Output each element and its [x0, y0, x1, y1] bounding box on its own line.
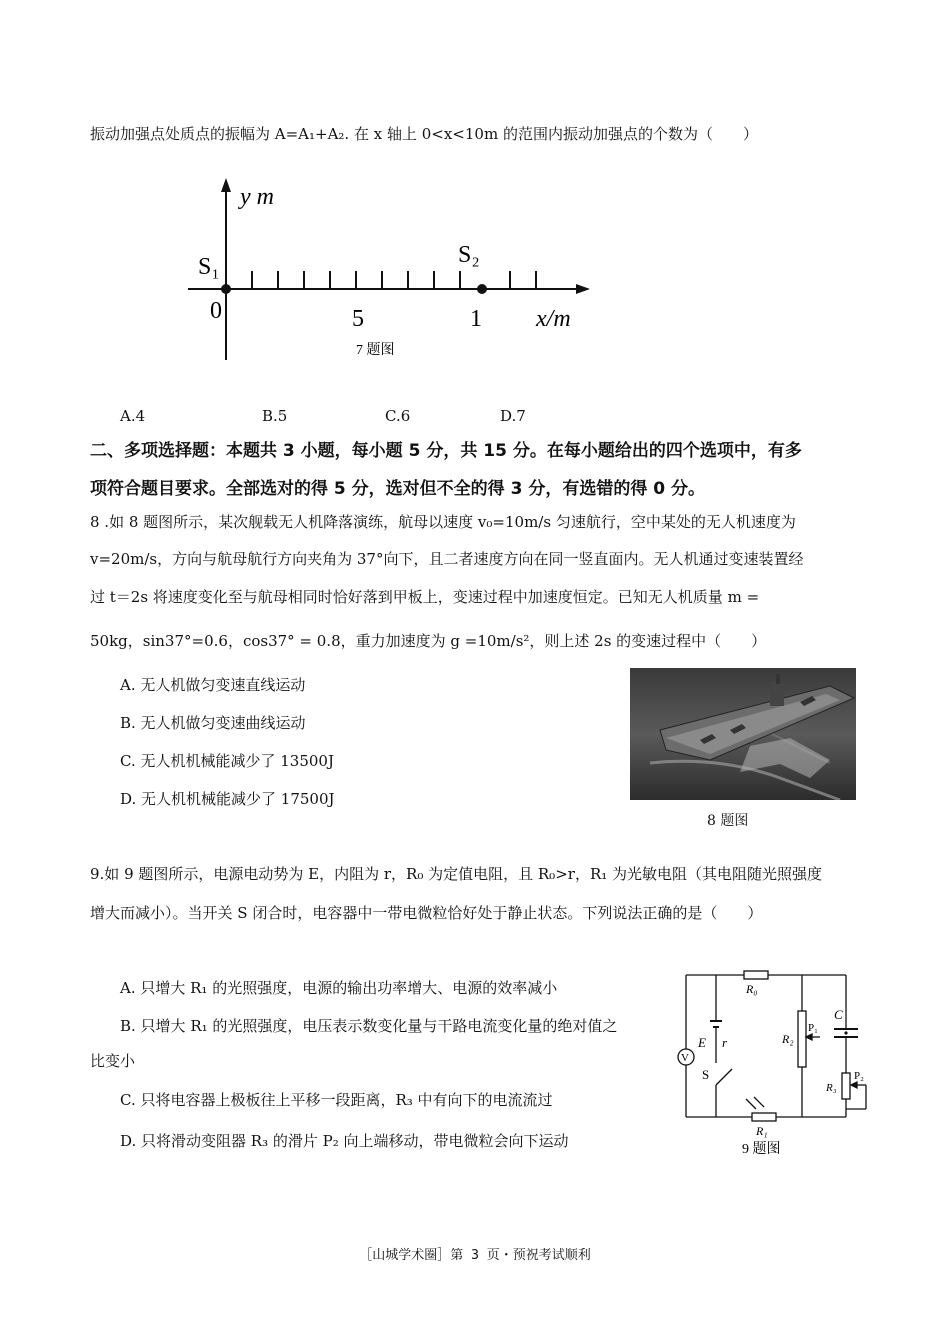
figure-8-caption: 8 题图: [707, 813, 749, 829]
q8-line1: 8 .如 8 题图所示，某次舰载无人机降落演练，航母以速度 v₀=10m/s 匀速航行，空中某处的无人机速度为: [90, 513, 796, 531]
r3-label: R₃: [826, 1082, 837, 1094]
q8-option-d: D. 无人机机械能减少了 17500J: [120, 790, 335, 808]
r1-label: R₁: [756, 1124, 768, 1138]
y-axis-label: y m: [240, 184, 274, 210]
r-label: r: [722, 1035, 728, 1050]
p1-label: P₁: [808, 1022, 818, 1034]
q9-option-d: D. 只将滑动变阻器 R₃ 的滑片 P₂ 向上端移动，带电微粒会向下运动: [120, 1132, 569, 1150]
y-axis-arrow: [221, 178, 231, 192]
p2-label: P₂: [854, 1070, 864, 1082]
q7-choice-a: A.4: [120, 407, 146, 425]
figure-7: [180, 170, 600, 370]
s2-label: S₂: [458, 242, 480, 268]
c-label: C: [834, 1007, 843, 1022]
q7-choice-b: B.5: [262, 407, 288, 425]
origin-label: 0: [210, 298, 222, 324]
section2-line1: 二、多项选择题：本题共 3 小题，每小题 5 分，共 15 分。在每小题给出的四个选项中，有多: [90, 441, 802, 461]
s-label: S: [702, 1067, 710, 1082]
x-ticks: [252, 271, 536, 289]
q9-option-a: A. 只增大 R₁ 的光照强度，电源的输出功率增大、电源的效率减小: [120, 979, 558, 997]
e-label: E: [698, 1035, 706, 1050]
source-s2-dot: [477, 284, 487, 294]
tick-label-5: 5: [352, 306, 364, 332]
q7-intro: 振动加强点处质点的振幅为 A=A₁+A₂. 在 x 轴上 0<x<10m 的范围内振动加强点的个数为（ ）: [90, 125, 758, 143]
source-s1-dot: [221, 284, 231, 294]
q9-line1: 9.如 9 题图所示，电源电动势为 E，内阻为 r，R₀ 为定值电阻，且 R₀>r，R₁ 为光敏电阻（其电阻随光照强度: [90, 865, 823, 883]
x-axis-label: x/m: [536, 306, 571, 332]
q8-option-c: C. 无人机机械能减少了 13500J: [120, 752, 334, 770]
page-footer: ［山城学术圈］第 3 页・预祝考试顺利: [359, 1248, 591, 1263]
q8-line2: v=20m/s，方向与航母航行方向夹角为 37°向下，且二者速度方向在同一竖直面内。无人机通过变速装置经: [90, 550, 804, 568]
q9-option-c: C. 只将电容器上极板往上平移一段距离，R₃ 中有向下的电流流过: [120, 1091, 553, 1109]
figure-9-circuit: [676, 965, 876, 1165]
voltmeter-label: V: [681, 1052, 689, 1064]
x-axis-arrow: [576, 284, 590, 294]
q7-choice-d: D.7: [500, 407, 526, 425]
r0-label: R₀: [746, 982, 758, 996]
q9-option-b-line1: B. 只增大 R₁ 的光照强度，电压表示数变化量与干路电流变化量的绝对值之: [120, 1017, 618, 1035]
q8-line4: 50kg，sin37°=0.6，cos37° = 0.8，重力加速度为 g =10m/s²，则上述 2s 的变速过程中（ ）: [90, 632, 767, 650]
charged-particle: [844, 1031, 847, 1034]
figure-9-caption: 9 题图: [742, 1142, 781, 1157]
q9-line2: 增大而减小）。当开关 S 闭合时，电容器中一带电微粒恰好处于静止状态。下列说法正确的是（ ）: [90, 904, 763, 922]
q7-choice-c: C.6: [385, 407, 411, 425]
figure-7-caption: 7 题图: [356, 343, 395, 358]
figure-8-carrier-photo: [630, 668, 856, 800]
q8-option-a: A. 无人机做匀变速直线运动: [120, 676, 306, 694]
s1-label: S₁: [198, 254, 220, 280]
q8-option-b: B. 无人机做匀变速曲线运动: [120, 714, 306, 732]
tick-label-10: 1: [470, 306, 482, 332]
q9-option-b-line2: 比变小: [90, 1052, 136, 1070]
section2-line2: 项符合题目要求。全部选对的得 5 分，选对但不全的得 3 分，有选错的得 0 分。: [90, 479, 705, 499]
r2-label: R₂: [782, 1032, 794, 1046]
q8-line3: 过 t＝2s 将速度变化至与航母相同时恰好落到甲板上，变速过程中加速度恒定。已知无人机质量 m =: [90, 588, 760, 606]
